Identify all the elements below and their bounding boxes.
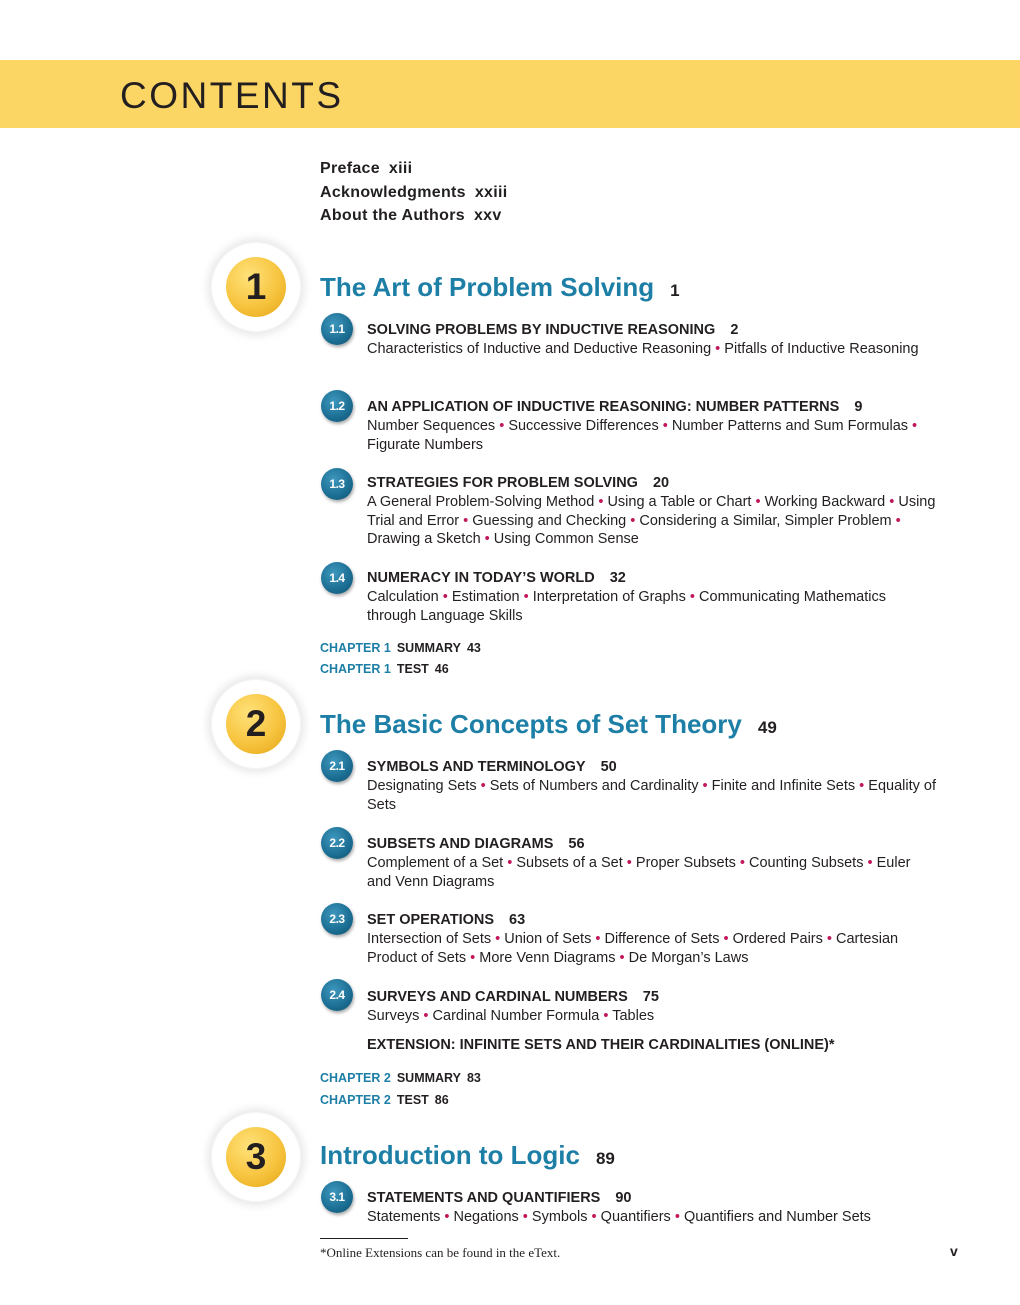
front-matter <box>320 157 508 228</box>
topic-item: Number Patterns and Sum Formulas <box>671 418 909 434</box>
topic-item: Figurate Numbers <box>367 436 484 453</box>
section-page: 32 <box>609 570 626 586</box>
section-topics <box>367 777 937 814</box>
section-title <box>367 569 937 588</box>
footnote: *Online Extensions can be found in the eText. <box>320 1245 561 1260</box>
bullet-separator: • <box>466 949 480 966</box>
section-page: 2 <box>730 322 739 338</box>
topic-item: Successive Differences <box>508 418 659 434</box>
topic-item: A General Problem-Solving Method <box>367 494 595 510</box>
bullet-separator: • <box>594 494 608 510</box>
front-matter-label: Acknowledgments <box>320 183 466 201</box>
bullet-separator: • <box>480 531 494 547</box>
topic-item: Subsets of a Set <box>516 855 623 871</box>
chapter-page: 1 <box>670 281 680 300</box>
chapter-number: 3 <box>226 1127 286 1187</box>
section-page: 50 <box>600 759 617 775</box>
bullet-separator: • <box>891 512 901 529</box>
topic-item: Guessing and Checking <box>472 512 627 529</box>
bullet-separator: • <box>719 931 733 947</box>
topic-item: Tables <box>612 1008 655 1024</box>
section-entry[interactable] <box>367 758 937 814</box>
summary-label: SUMMARY <box>396 641 461 655</box>
section-title-text: STATEMENTS AND QUANTIFIERS <box>367 1190 601 1206</box>
chapter-title[interactable] <box>320 708 777 744</box>
test-label: TEST <box>396 662 429 676</box>
topic-item: Union of Sets <box>504 931 592 947</box>
topic-item: Negations <box>453 1209 519 1225</box>
topic-item: Interpretation of Graphs <box>532 589 686 605</box>
test-page: 46 <box>434 662 449 676</box>
topic-item: Working Backward <box>764 494 886 510</box>
bullet-separator: • <box>599 1008 613 1024</box>
section-entry[interactable] <box>367 398 937 454</box>
topic-item: Sets of Numbers and Cardinality <box>489 778 699 794</box>
section-number-badge: 1.1 <box>321 313 353 345</box>
section-title <box>367 835 937 854</box>
topic-item: Statements <box>367 1209 441 1225</box>
topic-item: Using a Table or Chart <box>607 494 752 510</box>
topic-item: Cartesian Product of Sets <box>367 931 899 966</box>
chapter-page: 49 <box>757 718 777 737</box>
summary-label: SUMMARY <box>396 1071 461 1085</box>
section-entry[interactable] <box>367 474 937 549</box>
bullet-separator: • <box>735 855 749 871</box>
bullet-separator: • <box>587 1209 601 1225</box>
section-title-text: SURVEYS AND CARDINAL NUMBERS <box>367 989 628 1005</box>
front-matter-label: About the Authors <box>320 207 465 224</box>
section-topics <box>367 854 937 891</box>
topic-item: Characteristics of Inductive and Deductive Reasoning <box>367 341 712 357</box>
topic-item: Complement of a Set <box>367 855 504 871</box>
bullet-separator: • <box>440 1209 454 1225</box>
bullet-separator: • <box>885 494 899 510</box>
section-title-text: STRATEGIES FOR PROBLEM SOLVING <box>367 475 638 491</box>
topic-item: Considering a Similar, Simpler Problem <box>639 512 892 529</box>
section-title-text: SYMBOLS AND TERMINOLOGY <box>367 759 586 775</box>
section-page: 56 <box>568 836 585 852</box>
section-number-badge: 2.2 <box>321 827 353 859</box>
chapter-number-badge <box>211 679 301 769</box>
front-matter-page: xxv <box>473 207 502 224</box>
section-entry[interactable] <box>367 911 937 967</box>
bullet-separator: • <box>491 931 505 947</box>
topic-item: Counting Subsets <box>749 855 864 871</box>
section-entry[interactable] <box>367 988 937 1026</box>
chapter-number-badge <box>211 1112 301 1202</box>
bullet-separator: • <box>698 778 712 794</box>
section-title <box>367 474 937 493</box>
topic-item: Euler and Venn Diagrams <box>367 855 911 890</box>
section-number-badge: 1.2 <box>321 390 353 422</box>
topic-item: De Morgan’s Laws <box>628 949 749 966</box>
section-number-badge: 2.1 <box>321 750 353 782</box>
bullet-separator: • <box>626 512 640 529</box>
front-matter-page: xiii <box>388 160 413 177</box>
bullet-separator: • <box>591 931 605 947</box>
chapter-title-text: The Basic Concepts of Set Theory <box>320 709 742 739</box>
chapter-title[interactable] <box>320 1139 615 1175</box>
section-topics <box>367 1007 937 1026</box>
summary-page: 43 <box>466 641 481 655</box>
bullet-separator: • <box>419 1008 433 1024</box>
summary-page: 83 <box>466 1071 481 1085</box>
section-topics <box>367 340 937 359</box>
section-number-badge: 2.3 <box>321 903 353 935</box>
section-title-text: AN APPLICATION OF INDUCTIVE REASONING: NUMBER PATTERNS <box>367 399 840 415</box>
bullet-separator: • <box>519 589 533 605</box>
topic-item: Pitfalls of Inductive Reasoning <box>724 341 919 357</box>
chapter-label: CHAPTER 2 <box>320 1071 391 1085</box>
front-matter-item[interactable] <box>320 204 508 228</box>
section-title <box>367 398 937 417</box>
chapter-number: 2 <box>226 694 286 754</box>
test-label: TEST <box>396 1093 429 1107</box>
chapter-title[interactable] <box>320 271 680 307</box>
bullet-separator: • <box>863 855 877 871</box>
chapter-label: CHAPTER 2 <box>320 1093 391 1107</box>
section-title-text: NUMERACY IN TODAY’S WORLD <box>367 570 595 586</box>
topic-item: More Venn Diagrams <box>479 949 616 966</box>
bullet-separator: • <box>685 589 700 605</box>
section-title <box>367 911 937 930</box>
section-topics <box>367 588 937 625</box>
chapter-number-badge <box>211 242 301 332</box>
topic-item: Equality of Sets <box>367 778 936 813</box>
topic-item: Using Trial and Error <box>367 494 936 529</box>
topic-item: Drawing a Sketch <box>367 531 481 547</box>
contents-banner <box>0 60 1020 128</box>
section-topics <box>367 930 937 967</box>
section-title <box>367 321 937 340</box>
chapter-label: CHAPTER 1 <box>320 641 391 655</box>
topic-item: Difference of Sets <box>604 931 720 947</box>
section-title <box>367 1189 937 1208</box>
bullet-separator: • <box>622 855 636 871</box>
bullet-separator: • <box>658 418 672 434</box>
section-page: 20 <box>652 475 670 491</box>
page-title: CONTENTS <box>120 75 344 116</box>
section-title-text: SUBSETS AND DIAGRAMS <box>367 836 554 852</box>
bullet-separator: • <box>438 589 452 605</box>
topic-item: Finite and Infinite Sets <box>711 778 856 794</box>
extension-entry[interactable]: EXTENSION: INFINITE SETS AND THEIR CARDINALITIES (ONLINE)* <box>367 1037 835 1053</box>
bullet-separator: • <box>670 1209 684 1225</box>
page-number: v <box>950 1243 958 1259</box>
chapter-summary-link[interactable] <box>320 1070 481 1086</box>
chapter-title-text: Introduction to Logic <box>320 1140 580 1170</box>
bullet-separator: • <box>476 778 490 794</box>
bullet-separator: • <box>459 512 473 529</box>
section-topics <box>367 1208 937 1227</box>
front-matter-item[interactable] <box>320 157 508 181</box>
topic-item: Quantifiers and Number Sets <box>683 1209 871 1225</box>
topic-item: Surveys <box>367 1008 420 1024</box>
chapter-page: 89 <box>595 1149 615 1168</box>
section-title <box>367 988 937 1007</box>
bullet-separator: • <box>908 418 918 434</box>
topic-item: Designating Sets <box>367 778 477 794</box>
topic-item: Symbols <box>531 1209 588 1225</box>
section-number-badge: 1.4 <box>321 562 353 594</box>
bullet-separator: • <box>518 1209 532 1225</box>
section-page: 63 <box>509 912 526 928</box>
topic-item: Ordered Pairs <box>732 931 823 947</box>
section-entry[interactable] <box>367 1189 937 1227</box>
section-number-badge: 3.1 <box>321 1181 353 1213</box>
front-matter-page: xxiii <box>474 183 508 201</box>
section-title-text: SOLVING PROBLEMS BY INDUCTIVE REASONING <box>367 322 716 338</box>
section-entry[interactable] <box>367 321 937 359</box>
chapter-title-text: The Art of Problem Solving <box>320 272 655 302</box>
section-entry[interactable] <box>367 835 937 891</box>
topic-item: Number Sequences <box>367 418 496 434</box>
bullet-separator: • <box>822 931 837 947</box>
chapter-summary-link[interactable] <box>320 640 481 656</box>
topic-item: Quantifiers <box>600 1209 671 1225</box>
test-page: 86 <box>434 1093 449 1107</box>
bullet-separator: • <box>615 949 629 966</box>
bullet-separator: • <box>503 855 517 871</box>
section-title-text: SET OPERATIONS <box>367 912 495 928</box>
topic-item: Calculation <box>367 589 439 605</box>
front-matter-label: Preface <box>320 160 380 177</box>
front-matter-item[interactable] <box>320 181 508 205</box>
section-page: 9 <box>854 399 863 415</box>
topic-item: Estimation <box>451 589 520 605</box>
chapter-number: 1 <box>226 257 286 317</box>
chapter-label: CHAPTER 1 <box>320 662 391 676</box>
section-number-badge: 1.3 <box>321 468 353 500</box>
section-page: 75 <box>642 989 659 1005</box>
topic-item: Cardinal Number Formula <box>432 1008 600 1024</box>
bullet-separator: • <box>711 341 725 357</box>
section-page: 90 <box>615 1190 632 1206</box>
bullet-separator: • <box>751 494 765 510</box>
section-topics <box>367 493 937 549</box>
section-topics <box>367 417 937 454</box>
section-title <box>367 758 937 777</box>
chapter-test-link[interactable] <box>320 1092 449 1108</box>
topic-item: Intersection of Sets <box>367 931 492 947</box>
bullet-separator: • <box>495 418 509 434</box>
topic-item: Communicating Mathematics through Language Skills <box>367 589 886 624</box>
section-entry[interactable] <box>367 569 937 625</box>
footnote-rule <box>320 1238 408 1239</box>
topic-item: Proper Subsets <box>635 855 736 871</box>
bullet-separator: • <box>855 778 869 794</box>
chapter-test-link[interactable] <box>320 661 449 677</box>
topic-item: Using Common Sense <box>493 531 639 547</box>
section-number-badge: 2.4 <box>321 979 353 1011</box>
